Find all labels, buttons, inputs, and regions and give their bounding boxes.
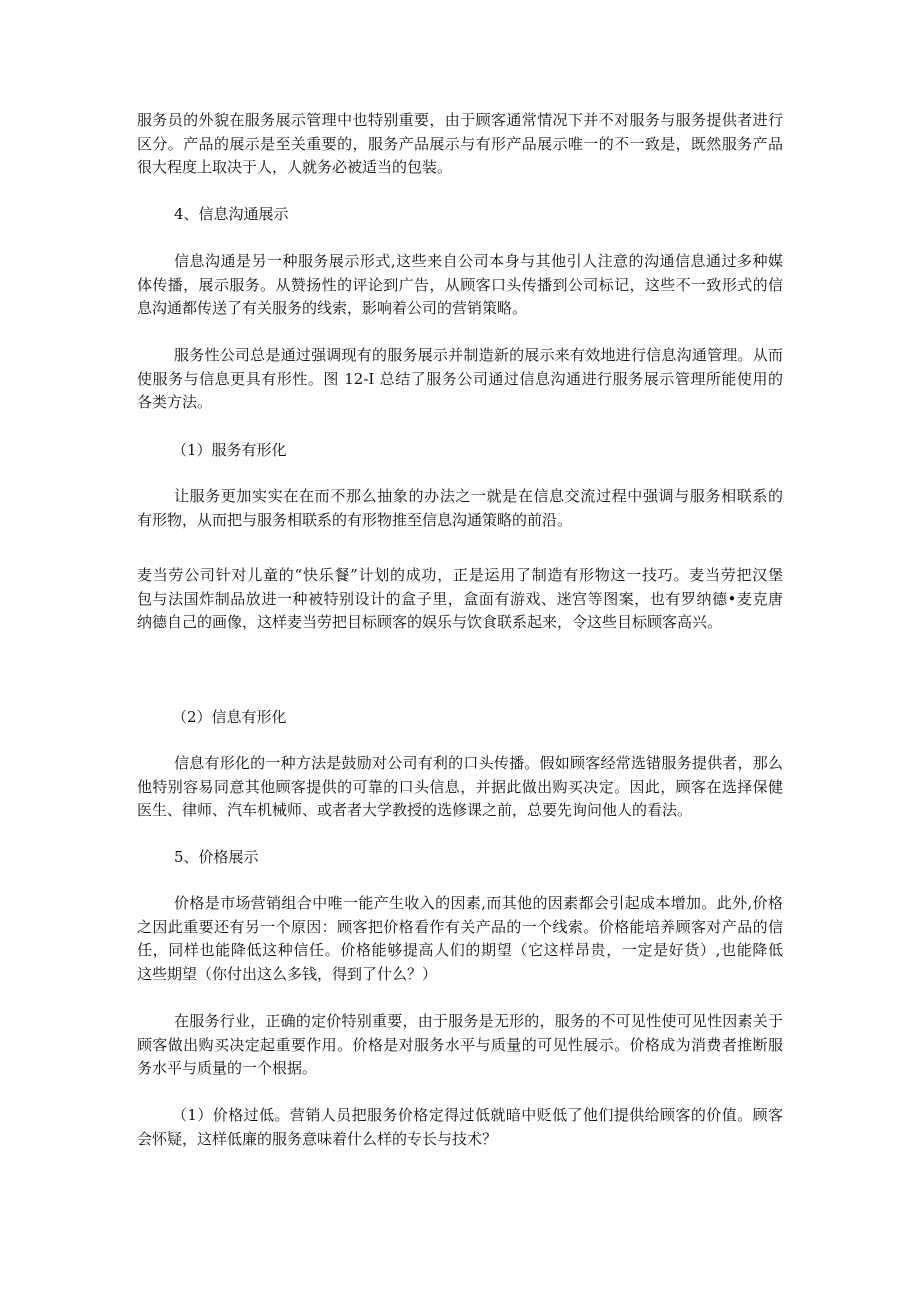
text-line: 之因此重要还有另一个原因：顾客把价格看作有关产品的一个线索。价格能培养顾客对产品的信 — [137, 917, 783, 936]
paragraph-price — [137, 892, 783, 986]
text-line: 麦当劳公司针对儿童的“快乐餐”计划的成功，正是运用了制造有形物这一技巧。麦当劳把汉堡 — [137, 566, 783, 584]
section-heading-5: 5、价格展示 — [174, 848, 259, 866]
text-line: 价格是市场营销组合中唯一能产生收入的因素,而其他的因素都会引起成本增加。此外,价格 — [174, 894, 783, 912]
text-line: 医生、律师、汽车机械师、或者者大学教授的选修课之前，总要先询问他人的看法。 — [137, 801, 693, 819]
text-line: 体传播，展示服务。从赞扬性的评论到广告，从顾客口头传播到公司标记，这些不一致形式的信 — [137, 275, 783, 294]
text-line: 会怀疑，这样低廉的服务意味着什么样的专长与技术？ — [137, 1129, 498, 1148]
paragraph-tangible-service — [137, 485, 783, 532]
paragraph-communication — [137, 250, 783, 321]
text-line: 信息沟通是另一种服务展示形式,这些来自公司本身与其他引人注意的沟通信息通过多种媒 — [174, 252, 783, 270]
text-line: 务水平与质量的一个根据。 — [137, 1059, 318, 1077]
text-line: 使服务与信息更具有形性。图 12-I 总结了服务公司通过信息沟通进行服务展示管理所能使用的 — [137, 369, 783, 388]
text-line: 服务性公司总是通过强调现有的服务展示并制造新的展示来有效地进行信息沟通管理。从而 — [174, 346, 783, 364]
paragraph-pricing-service — [137, 1010, 783, 1081]
text-line: 各类方法。 — [137, 393, 213, 411]
paragraph-service-companies — [137, 344, 783, 415]
subheading-info-tangible: （2）信息有形化 — [172, 708, 287, 726]
text-line: 他特别容易同意其他顾客提供的可靠的口头信息，并据此做出购买决定。因此，顾客在选择保健 — [137, 777, 783, 796]
subheading-service-tangible: （1）服务有形化 — [172, 441, 287, 459]
text-line: 区分。产品的展示是至关重要的，服务产品展示与有形产品展示唯一的不一致是，既然服务产品 — [137, 134, 783, 153]
text-line: 纳德自己的画像，这样麦当劳把目标顾客的娱乐与饮食联系起来，令这些目标顾客高兴。 — [137, 613, 723, 631]
text-line: 包与法国炸制品放进一种被特别设计的盒子里，盒面有游戏、迷宫等图案，也有罗纳德•麦克唐 — [137, 589, 783, 608]
text-line: 服务员的外貌在服务展示管理中也特别重要，由于顾客通常情况下并不对服务与服务提供者进行 — [137, 111, 783, 129]
section-heading-4: 4、信息沟通展示 — [174, 205, 289, 223]
paragraph-word-of-mouth — [137, 752, 783, 823]
text-line: 息沟通都传送了有关服务的线索，影响着公司的营销策略。 — [137, 299, 528, 317]
text-line: 很大程度上取决于人，人就务必被适当的包装。 — [137, 158, 453, 176]
text-line: 让服务更加实实在在而不那么抽象的办法之一就是在信息交流过程中强调与服务相联系的 — [174, 487, 783, 505]
text-line: 顾客做出购买决定起重要作用。价格是对服务水平与质量的可见性展示。价格成为消费者推断服 — [137, 1035, 783, 1054]
text-line: （1）价格过低。营销人员把服务价格定得过低就暗中贬低了他们提供给顾客的价值。顾客 — [172, 1106, 783, 1124]
text-line: 有形物，从而把与服务相联系的有形物推至信息沟通策略的前沿。 — [137, 510, 573, 529]
text-line: 在服务行业，正确的定价特别重要，由于服务是无形的，服务的不可见性使可见性因素关于 — [174, 1012, 783, 1030]
paragraph-price-too-low — [137, 1104, 783, 1151]
paragraph-staff-appearance — [137, 109, 783, 180]
paragraph-mcdonalds — [137, 564, 783, 635]
text-line: 任，同样也能降低这种信任。价格能够提高人们的期望（它这样昂贵，一定是好货）,也能降低 — [137, 941, 783, 959]
text-line: 信息有形化的一种方法是鼓励对公司有利的口头传播。假如顾客经常选错服务提供者，那么 — [174, 754, 783, 772]
text-line: 这些期望（你付出这么多钱，得到了什么？） — [137, 964, 438, 983]
